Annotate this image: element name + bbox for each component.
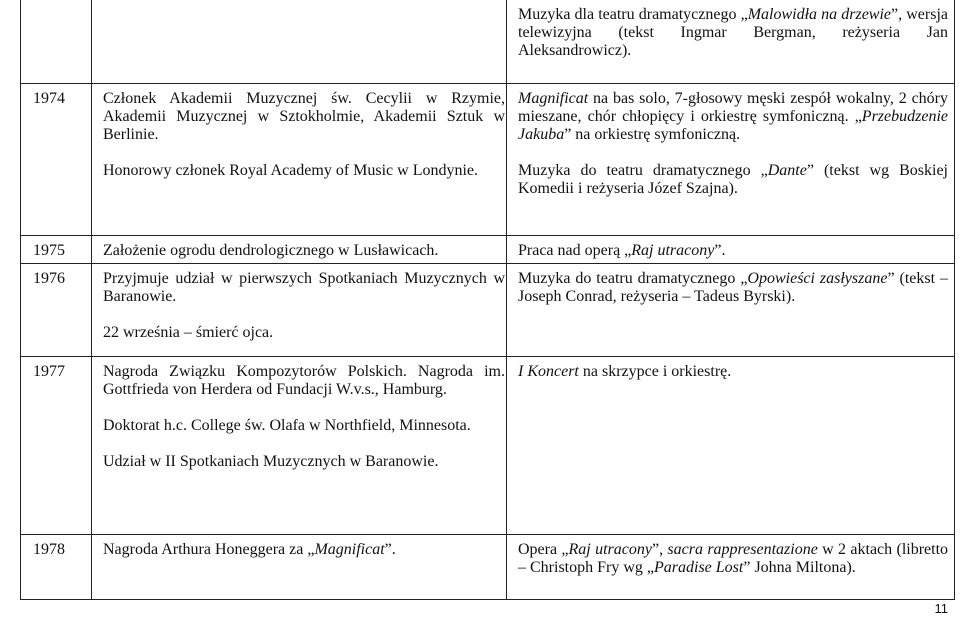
work-cell — [518, 90, 948, 198]
table-row — [21, 356, 954, 535]
work-text: Muzyka do teatru dramatycznego „Dante” (tekst wg Boskiej Komedii i reżyseria Józef Szajna). — [518, 162, 948, 197]
table-row — [21, 83, 954, 236]
work-text: Muzyka dla teatru dramatycznego „Malowidła na drzewie”, wersja telewizyjna (tekst Ingmar Bergman, reżyseria Jan Aleksandrowicz). — [518, 6, 949, 59]
table-row — [21, 235, 954, 264]
work-cell — [518, 242, 948, 260]
year-cell: 1977 — [33, 363, 65, 380]
event-text: 22 września – śmierć ojca. — [103, 324, 274, 341]
work-text: Opera „Raj utracony”, sacra rappresentazione w 2 aktach (libretto – Christoph Fry wg „Paradise Lost” Johna Miltona). — [518, 541, 949, 576]
event-text: Nagroda Związku Kompozytorów Polskich. Nagroda im. Gottfrieda von Herdera od Fundacji W.v.s., Hamburg. — [103, 363, 505, 398]
year-cell: 1978 — [33, 541, 65, 558]
event-text: Honorowy członek Royal Academy of Music w Londynie. — [103, 162, 479, 179]
page-number: 11 — [934, 601, 948, 616]
event-text: Nagroda Arthura Honeggera za „Magnificat”. — [103, 541, 396, 558]
event-text: Założenie ogrodu dendrologicznego w Lusławicach. — [103, 242, 439, 259]
work-cell — [518, 6, 948, 60]
event-cell — [103, 90, 505, 180]
work-text: Muzyka do teatru dramatycznego „Opowieści zasłyszane” (tekst – Joseph Conrad, reżyseria – Tadeus Byrski). — [518, 270, 948, 305]
event-text: Członek Akademii Muzycznej św. Cecylii w Rzymie, Akademii Muzycznej w Sztokholmie, Akademii Sztuk w Berlinie. — [103, 90, 505, 143]
year-cell: 1976 — [33, 270, 65, 287]
work-cell — [518, 363, 948, 381]
work-text: Praca nad operą „Raj utracony”. — [518, 242, 726, 259]
work-text: Magnificat na bas solo, 7-głosowy męski zespół wokalny, 2 chóry mieszane, chór chłopięcy i orkiestrę symfoniczną. „Przebudzenie Jakuba” na orkiestrę symfoniczną. — [518, 90, 948, 143]
year-cell: 1974 — [33, 90, 65, 107]
table-row — [21, 534, 954, 601]
event-cell — [103, 270, 505, 342]
event-cell — [103, 242, 505, 260]
year-cell: 1975 — [33, 242, 65, 259]
event-cell — [103, 541, 505, 559]
table-row — [21, 263, 954, 357]
event-text: Doktorat h.c. College św. Olafa w Northfield, Minnesota. — [103, 417, 471, 434]
event-cell — [103, 363, 505, 471]
work-cell — [518, 270, 948, 306]
work-cell — [518, 541, 948, 577]
event-text: Udział w II Spotkaniach Muzycznych w Baranowie. — [103, 453, 439, 470]
table-row — [21, 0, 954, 83]
work-text: I Koncert na skrzypce i orkiestrę. — [518, 363, 732, 380]
chronology-table — [20, 0, 955, 600]
event-text: Przyjmuje udział w pierwszych Spotkaniach Muzycznych w Baranowie. — [103, 270, 505, 305]
